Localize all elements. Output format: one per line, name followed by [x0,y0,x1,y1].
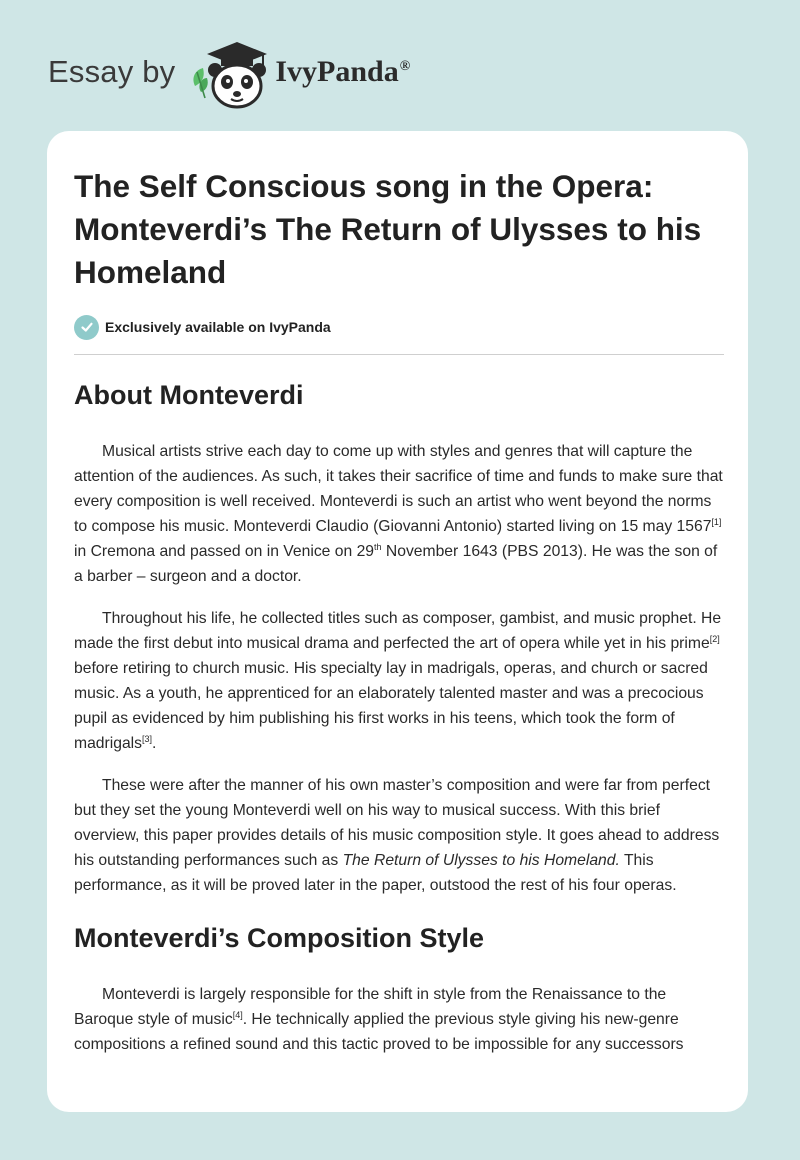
paragraph-1-text-c: November 1643 (PBS 2013). He was the son of a barber – surgeon and a doctor. [74,543,718,585]
paragraph-3 [74,773,724,898]
opera-title-italic: The Return of Ulysses to his Homeland. [342,852,620,869]
ordinal-suffix: th [374,541,382,552]
footnote-ref-4[interactable]: [4] [232,1009,243,1020]
article-content [74,131,724,1057]
article-card [47,131,748,1112]
check-icon [74,315,99,340]
brand-header[interactable] [48,32,468,112]
exclusive-badge [74,314,724,340]
paragraph-1-text-b: in Cremona and passed on in Venice on 29 [74,543,375,560]
paragraph-1-text-a: Musical artists strive each day to come up with styles and genres that will capture the attention of the audiences. As such, it takes their sacrifice of time and funds to make sure that every composition is well received. Monteverdi is such an artist who went beyond the norms to compose his music. Monteverdi Claudio (Giovanni Antonio) started living on 15 may 1567 [74,443,723,535]
paragraph-2-text-a: Throughout his life, he collected titles such as composer, gambist, and music prophet. He made the first debut into musical drama and perfected the art of opera while yet in his prime [74,610,722,652]
paragraph-2-text-b: before retiring to church music. His specialty lay in madrigals, operas, and church or sacred music. As a youth, he apprenticed for an elaborately talented master and was a precocious pupil as evidenced by him publishing his first works in his teens, which took the form of madrigals [74,660,708,752]
brand-name-text: IvyPanda [275,55,399,88]
brand-name [275,55,410,89]
footnote-ref-1[interactable]: [1] [711,516,722,527]
paragraph-1 [74,439,724,589]
exclusive-label: Exclusively available on IvyPanda [105,319,331,335]
article-title: The Self Conscious song in the Opera: Monteverdi’s The Return of Ulysses to his Homeland [74,168,702,290]
divider [74,354,724,355]
panda-logo-icon [189,34,271,110]
section-heading-style: Monteverdi’s Composition Style [74,923,485,953]
paragraph-3-text-b: This performance, as it will be proved later in the paper, outstood the rest of his four operas. [74,852,677,894]
registered-mark: ® [399,59,411,74]
section-heading-about: About Monteverdi [74,380,304,410]
paragraph-4 [74,982,724,1057]
footnote-ref-3[interactable]: [3] [142,733,153,744]
paragraph-4-text-b: . He technically applied the previous style giving his new-genre compositions a refined sound and this tactic proved to be impossible for any successors [74,1011,684,1053]
paragraph-3-text-a: These were after the manner of his own master’s composition and were far from perfect but they set the young Monteverdi well on his way to musical success. With this brief overview, this paper provides details of his music composition style. It goes ahead to address his outstanding performances such as [74,777,720,869]
paragraph-2-text-c: . [152,735,157,752]
paragraph-4-text-a: Monteverdi is largely responsible for the shift in style from the Renaissance to the Baroque style of music [74,986,667,1028]
paragraph-2 [74,606,724,756]
footnote-ref-2[interactable]: [2] [709,633,720,644]
brand-prefix: Essay by [48,54,176,89]
